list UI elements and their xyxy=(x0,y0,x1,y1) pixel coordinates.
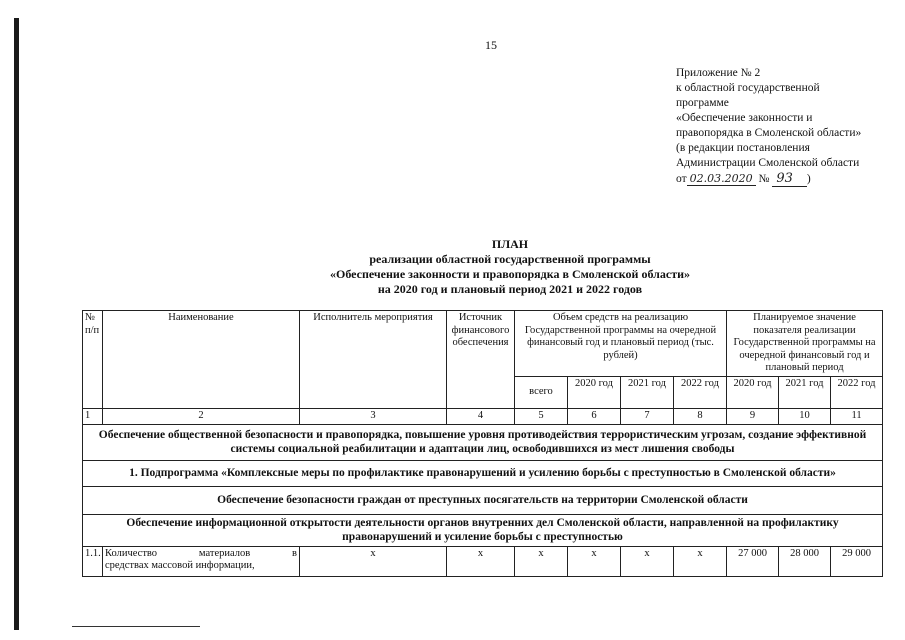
header-source: Источник финансового обеспечения xyxy=(447,311,515,409)
header-num: № п/п xyxy=(83,311,103,409)
document-title xyxy=(160,237,860,297)
appendix-line: «Обеспечение законности и xyxy=(676,112,813,124)
header-funds: Объем средств на реализацию Государственной программы на очередной финансовый год и плановый период (тыс. рублей) xyxy=(515,311,727,377)
row-funds-2021: х xyxy=(621,546,674,576)
page-number: 15 xyxy=(485,38,497,52)
row-funds-2020: х xyxy=(568,546,621,576)
appendix-line: (в редакции постановления xyxy=(676,142,810,154)
column-number: 3 xyxy=(300,409,447,425)
header-name: Наименование xyxy=(103,311,300,409)
row-executor: х xyxy=(300,546,447,576)
plan-table xyxy=(82,310,883,577)
column-number: 5 xyxy=(515,409,568,425)
header-indicator: Планируемое значение показателя реализации Государственной программы на очередной финансовый год и плановый период xyxy=(727,311,883,377)
title-line: реализации областной государственной программы xyxy=(369,252,651,266)
appendix-block xyxy=(676,66,891,187)
column-number: 1 xyxy=(83,409,103,425)
closing-paren: ) xyxy=(806,173,811,185)
row-name-word: Количество xyxy=(105,547,158,559)
row-source: х xyxy=(447,546,515,576)
handwritten-date: 02.03.2020 xyxy=(687,172,756,186)
header-year-2022: 2022 год xyxy=(831,377,883,409)
row-name xyxy=(103,546,300,576)
from-prefix: от xyxy=(676,173,687,185)
header-year-2021: 2021 год xyxy=(621,377,674,409)
appendix-line: Администрации Смоленской области xyxy=(676,157,860,169)
row-total: х xyxy=(515,546,568,576)
appendix-resolution-line xyxy=(676,171,891,187)
title-line: ПЛАН xyxy=(491,237,529,251)
row-indicator-2021: 28 000 xyxy=(779,546,831,576)
column-number: 10 xyxy=(779,409,831,425)
binder-edge xyxy=(14,18,19,630)
row-name-line: средствах массовой информации, xyxy=(105,560,255,571)
handwritten-number: 93 xyxy=(772,171,807,187)
column-number: 9 xyxy=(727,409,779,425)
row-funds-2022: х xyxy=(674,546,727,576)
section-row: Обеспечение информационной открытости деятельности органов внутренних дел Смоленской области, направленной на профилактику правонарушений и усиление борьбы с преступностью xyxy=(83,514,883,546)
row-indicator-2022: 29 000 xyxy=(831,546,883,576)
subprogram-row: 1. Подпрограмма «Комплексные меры по профилактике правонарушений и усилению борьбы с преступностью в Смоленской области» xyxy=(83,460,883,486)
column-number: 6 xyxy=(568,409,621,425)
column-number: 7 xyxy=(621,409,674,425)
column-number: 2 xyxy=(103,409,300,425)
header-total: всего xyxy=(515,377,568,409)
appendix-line: Приложение № 2 xyxy=(676,67,761,79)
header-year-2020: 2020 год xyxy=(727,377,779,409)
number-sign: № xyxy=(758,173,770,185)
appendix-line: программе xyxy=(676,97,729,109)
row-indicator-2020: 27 000 xyxy=(727,546,779,576)
footnote-separator xyxy=(72,626,200,627)
column-number: 8 xyxy=(674,409,727,425)
appendix-line: правопорядка в Смоленской области» xyxy=(676,127,862,139)
header-year-2022: 2022 год xyxy=(674,377,727,409)
row-name-word: в xyxy=(292,547,297,559)
header-year-2020: 2020 год xyxy=(568,377,621,409)
column-number: 11 xyxy=(831,409,883,425)
row-num: 1.1. xyxy=(83,546,103,576)
column-number: 4 xyxy=(447,409,515,425)
section-row: Обеспечение безопасности граждан от преступных посягательств на территории Смоленской области xyxy=(83,486,883,514)
row-name-word: материалов xyxy=(198,547,251,559)
section-row: Обеспечение общественной безопасности и правопорядка, повышение уровня противодействия террористическим угрозам, создание эффективной системы социальной реабилитации и адаптации лиц, освободившихся из мест лишения свободы xyxy=(83,424,883,460)
appendix-line: к областной государственной xyxy=(676,82,820,94)
header-executor: Исполнитель мероприятия xyxy=(300,311,447,409)
title-line: «Обеспечение законности и правопорядка в Смоленской области» xyxy=(329,267,691,281)
header-year-2021: 2021 год xyxy=(779,377,831,409)
title-line: на 2020 год и плановый период 2021 и 2022 годов xyxy=(377,282,643,296)
